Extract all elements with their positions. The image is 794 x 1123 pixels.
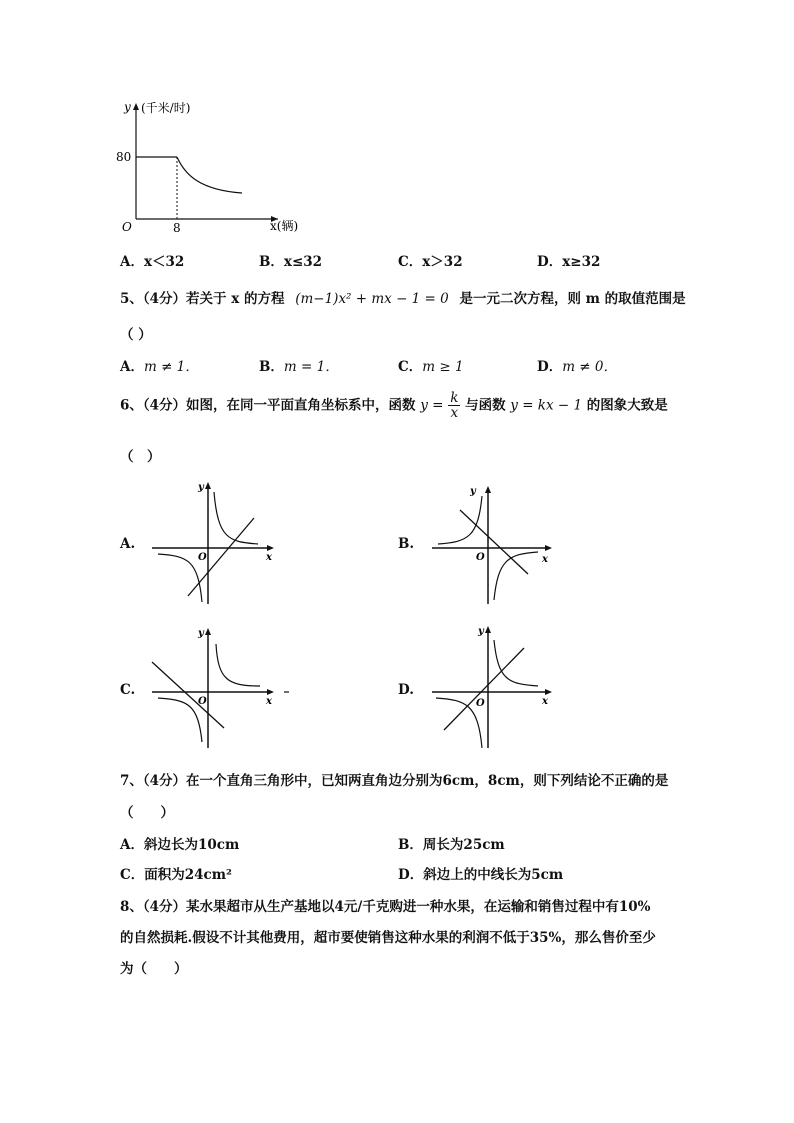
svg-text:O: O [198,552,207,563]
q5-stem: 5、（4分）若关于 x 的方程 (m−1)x² + mx − 1 = 0 是一元二次方程，则 m 的取值范围是 [120,291,686,307]
q6-option-a[interactable]: A. [120,536,136,552]
y-label: y [124,100,131,114]
q8-line-2: 的自然损耗.假设不计其他费用，超市要使销售这种水果的利润不低于35%，那么售价至少 [120,930,656,946]
q6-fraction: $\frac{k}{x}$ [450,390,459,421]
q7-paren: （ ） [120,805,174,821]
q7-option-d[interactable]: D．斜边上的中线长为5cm [398,867,564,883]
q5-option-a[interactable]: A．m ≠ 1． [120,359,199,375]
q6-option-d[interactable]: D. [398,682,414,698]
svg-text:x: x [542,696,548,707]
q8-line-1: 8、（4分）某水果超市从生产基地以4元/千克购进一种水果，在运输和销售过程中有10% [120,899,651,915]
q7-option-c[interactable]: C．面积为24cm² [120,867,232,883]
q6-paren: （ ） [120,449,161,465]
q7-option-a[interactable]: A．斜边长为10cm [120,837,240,853]
svg-text:x: x [542,554,548,565]
svg-text:y: y [198,482,204,493]
svg-text:y: y [198,628,204,639]
q6-option-c[interactable]: C. [120,682,136,698]
svg-text:O: O [198,696,207,707]
q5-equation: (m−1)x² + mx − 1 = 0 [295,291,449,307]
q4-option-d[interactable]: D．x≥32 [537,254,601,270]
svg-text:O: O [476,698,485,709]
x-label: x(辆) [270,219,299,233]
q6-graph-b[interactable] [428,482,560,608]
svg-text:y: y [470,486,476,497]
q7-option-b[interactable]: B．周长为25cm [398,837,505,853]
q5-paren: （ ） [120,327,152,343]
q8-line-3: 为（ ） [120,961,188,977]
speed-graph [110,95,310,235]
y-tick-80: 80 [116,150,132,164]
q7-stem: 7、（4分）在一个直角三角形中，已知两直角边分别为6cm，8cm，则下列结论不正确的是 [120,773,669,789]
q6-graph-a[interactable] [148,478,280,608]
unit-label: (千米/时) [141,101,191,115]
q6-stem: 6、（4分）如图，在同一平面直角坐标系中，函数 y = $\frac{k}{x}$ 与函数 y = kx − 1 的图象大致是 [120,390,668,421]
x-tick-8: 8 [173,221,181,235]
origin-label: O [122,220,132,234]
q5-option-c[interactable]: C．m ≥ 1 [398,359,464,375]
q5-option-b[interactable]: B．m = 1． [259,359,339,375]
q6-option-b[interactable]: B. [398,536,415,552]
q4-option-a[interactable]: A．x＜32 [120,254,185,270]
y-axis-arrow [133,103,139,110]
svg-text:x: x [266,696,272,707]
q4-option-c[interactable]: C．x＞32 [398,254,463,270]
decay-curve [177,157,242,193]
svg-text:y: y [478,626,484,637]
q6-graph-c[interactable] [148,622,292,752]
svg-text:O: O [476,552,485,563]
q6-graph-d[interactable] [428,622,560,752]
svg-text:x: x [266,552,272,563]
q5-option-d[interactable]: D．m ≠ 0． [537,359,618,375]
q4-option-b[interactable]: B．x≤32 [259,254,323,270]
